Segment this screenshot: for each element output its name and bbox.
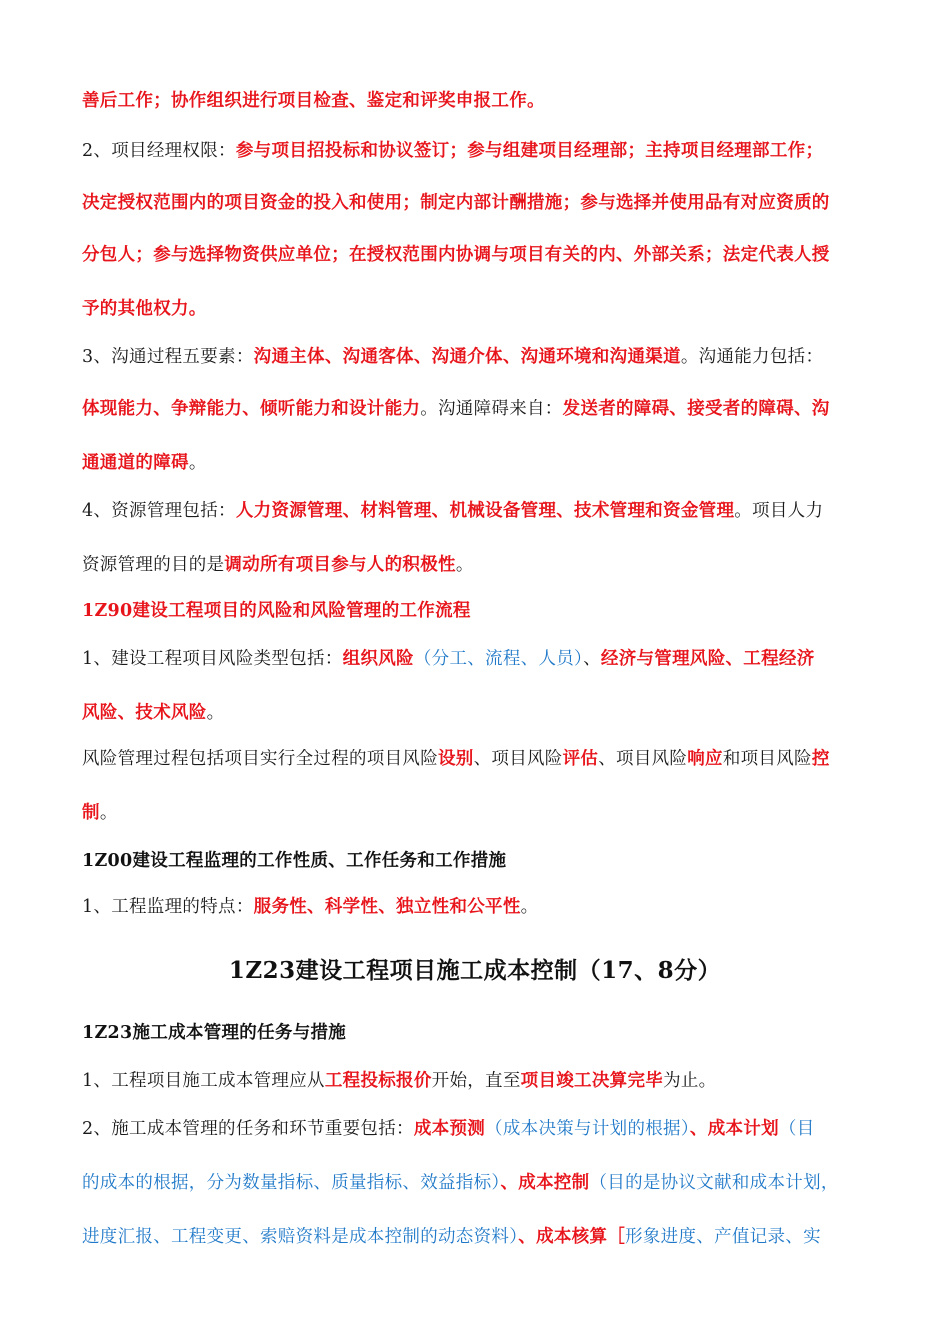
- text-segment: （成本决策与计划的根据）: [485, 1119, 690, 1139]
- text-line: [82, 1022, 888, 1044]
- text-segment: 、: [689, 1119, 708, 1139]
- text-segment: 1、工程项目施工成本管理应从: [82, 1071, 325, 1091]
- text-segment: 评估: [562, 749, 599, 769]
- text-line: [82, 398, 888, 420]
- text-segment: 成本核算: [536, 1227, 608, 1247]
- text-segment: 。: [99, 803, 118, 823]
- text-segment: 参与项目招投标和协议签订；参与组建项目经理部；主持项目经理部工作；: [235, 141, 824, 161]
- text-segment: 响应: [687, 749, 723, 769]
- text-segment: 、: [500, 1173, 519, 1193]
- text-line: [82, 90, 888, 112]
- text-segment: 风险、技术风险: [82, 703, 207, 723]
- text-segment: 形象进度、产值记录、实: [625, 1227, 821, 1247]
- section-title: 1Z23建设工程项目施工成本控制（17、8分）: [228, 957, 722, 984]
- text-line: [82, 748, 888, 770]
- text-line: [82, 192, 888, 214]
- text-line: [82, 500, 888, 522]
- text-segment: 服务性、科学性、独立性和公平性: [253, 897, 521, 917]
- text-line: [82, 1226, 888, 1248]
- text-segment: 。: [455, 555, 474, 575]
- text-segment: 分包人；参与选择物资供应单位；在授权范围内协调与项目有关的内、外部关系；法定代表人授: [82, 245, 830, 265]
- text-line: [82, 346, 888, 368]
- text-segment: 制: [82, 803, 100, 823]
- text-segment: 4、资源管理包括：: [82, 501, 236, 521]
- text-segment: 项目竣工决算完毕: [520, 1071, 664, 1091]
- text-segment: 1Z00建设工程监理的工作性质、工作任务和工作措施: [82, 851, 507, 871]
- text-line: [82, 802, 888, 824]
- text-segment: 。沟通障碍来自：: [420, 399, 563, 419]
- text-line: [82, 1118, 888, 1140]
- text-segment: 经济与管理风险、工程经济: [600, 649, 815, 669]
- text-segment: 成本控制: [518, 1173, 590, 1193]
- text-segment: 1、建设工程项目风险类型包括：: [82, 649, 343, 669]
- text-segment: （目: [778, 1119, 815, 1139]
- text-segment: 调动所有项目参与人的积极性: [224, 555, 456, 575]
- text-segment: 资源管理的目的是: [82, 555, 225, 575]
- text-line: [82, 554, 888, 576]
- text-segment: 的成本的根据，分为数量指标、质量指标、效益指标）: [82, 1173, 501, 1193]
- text-segment: 人力资源管理、材料管理、机械设备管理、技术管理和资金管理: [235, 501, 735, 521]
- text-segment: 善后工作；协作组织进行项目检查、鉴定和评奖申报工作。: [82, 91, 545, 111]
- text-line: [82, 702, 888, 724]
- text-segment: 设别: [438, 749, 474, 769]
- text-segment: 。项目人力: [734, 501, 824, 521]
- text-line: [82, 452, 888, 474]
- text-line: [82, 896, 888, 918]
- text-segment: 1Z23施工成本管理的任务与措施: [82, 1023, 347, 1043]
- text-segment: 进度汇报、工程变更、索赔资料是成本控制的动态资料）: [82, 1227, 519, 1247]
- text-segment: 开始，直至: [431, 1071, 521, 1091]
- text-segment: 发送者的障碍、接受者的障碍、沟: [562, 399, 830, 419]
- text-segment: 。: [188, 453, 207, 473]
- text-segment: 1、工程监理的特点：: [82, 897, 254, 917]
- text-segment: 、: [583, 649, 601, 669]
- text-line: [82, 1172, 888, 1194]
- text-line: [82, 298, 888, 320]
- text-line: [82, 600, 888, 622]
- text-segment: 控: [811, 749, 830, 769]
- text-segment: 3、沟通过程五要素：: [82, 347, 254, 367]
- text-line: [82, 140, 888, 162]
- text-segment: 、: [518, 1227, 537, 1247]
- text-segment: 、项目风险: [598, 749, 688, 769]
- text-line: [82, 648, 888, 670]
- text-segment: 成本计划: [707, 1119, 779, 1139]
- text-segment: 。沟通能力包括：: [680, 347, 824, 367]
- text-segment: 。: [206, 703, 225, 723]
- text-segment: 决定授权范围内的项目资金的投入和使用；制定内部计酬措施；参与选择并使用品有对应资质的: [82, 193, 830, 213]
- text-segment: （分工、流程、人员）: [413, 649, 584, 669]
- text-segment: 、项目风险: [473, 749, 563, 769]
- text-line: [82, 850, 888, 872]
- text-segment: 沟通主体、沟通客体、沟通介体、沟通环境和沟通渠道: [253, 347, 681, 367]
- text-segment: 通通道的障碍: [82, 453, 189, 473]
- text-line: [82, 244, 888, 266]
- text-segment: （目的是协议文献和成本计划，: [589, 1173, 839, 1193]
- text-line: [82, 1070, 888, 1092]
- text-segment: 体现能力、争辩能力、倾听能力和设计能力: [82, 399, 421, 419]
- text-segment: 2、项目经理权限：: [82, 141, 236, 161]
- text-segment: 予的其他权力。: [82, 299, 207, 319]
- text-segment: 工程投标报价: [324, 1071, 432, 1091]
- text-segment: 风险管理过程包括项目实行全过程的项目风险: [82, 749, 438, 769]
- text-segment: 1Z90建设工程项目的风险和风险管理的工作流程: [82, 601, 471, 621]
- text-segment: 2、施工成本管理的任务和环节重要包括：: [82, 1119, 414, 1139]
- text-segment: 为止。: [663, 1071, 717, 1091]
- text-segment: 和项目风险: [722, 749, 812, 769]
- text-segment: 。: [520, 897, 539, 917]
- text-segment: 成本预测: [413, 1119, 486, 1139]
- text-segment: 组织风险: [342, 649, 414, 669]
- text-segment: ［: [607, 1227, 626, 1247]
